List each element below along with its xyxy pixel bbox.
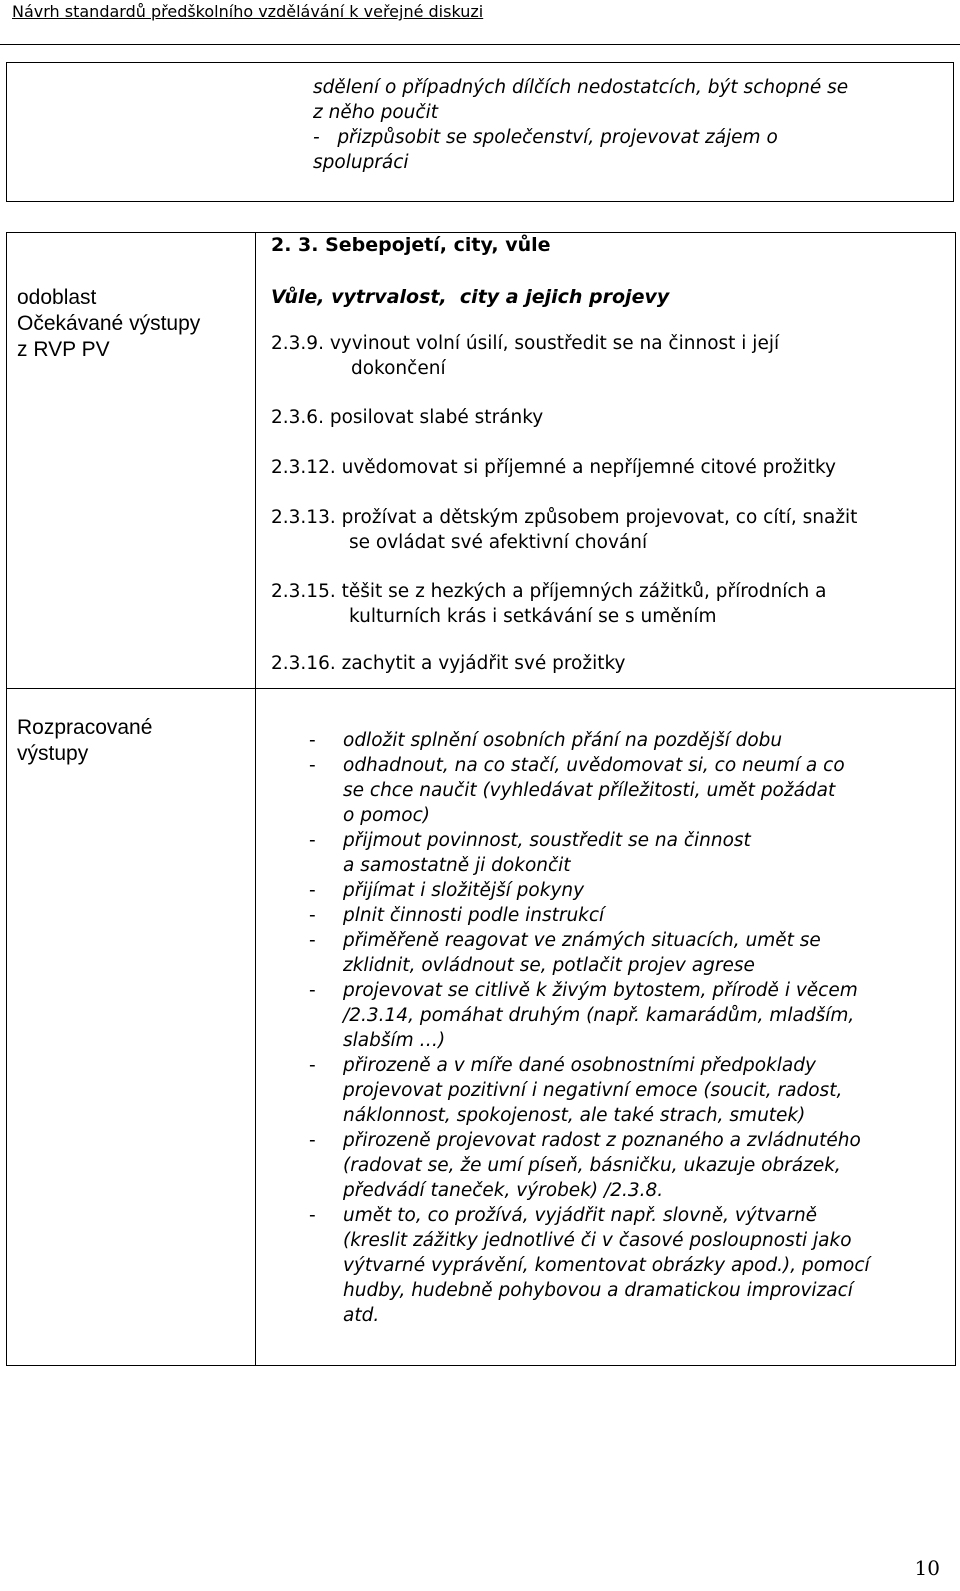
label-line: výstupy <box>17 742 89 765</box>
outcome-text-continued: kulturních krás i setkávání se s uměním <box>349 606 717 627</box>
elaborated-outcome-line: přirozeně projevovat radost z poznaného a zvládnutého <box>343 1130 861 1151</box>
dash-bullet: - <box>309 755 316 776</box>
dash-bullet: - <box>309 1130 316 1151</box>
previous-section-line: z něho poučit <box>313 102 438 123</box>
elaborated-outcome-line: přirozeně a v míře dané osobnostními předpoklady <box>343 1055 816 1076</box>
elaborated-outcome-line: (radovat se, že umí píseň, básničku, ukazuje obrázek, <box>343 1155 841 1176</box>
elaborated-outcome-item <box>309 903 949 928</box>
label-line: z RVP PV <box>17 338 110 361</box>
section-title: 2. 3. Sebepojetí, city, vůle <box>271 234 551 256</box>
elaborated-outcome-line: umět to, co prožívá, vyjádřit např. slovně, výtvarně <box>343 1205 818 1226</box>
outcome-text: zachytit a vyjádřit své prožitky <box>335 653 626 674</box>
outcome-code: 2.3.9. <box>271 333 324 354</box>
elaborated-outcome-line: (kreslit zážitky jednotlivé či v časové posloupnosti jako <box>343 1230 852 1251</box>
dash-bullet: - <box>309 930 316 951</box>
column-divider <box>255 233 256 1365</box>
elaborated-outcome-item <box>309 1128 949 1203</box>
outcome-text: posilovat slabé stránky <box>323 407 544 428</box>
outcome-text: vyvinout volní úsilí, soustředit se na činnost i její <box>323 333 780 354</box>
elaborated-outcome-item <box>309 728 949 753</box>
dash-bullet: - <box>309 880 316 901</box>
elaborated-outcome-line: výtvarné vyprávění, komentovat obrázky apod.), pomocí <box>343 1255 870 1276</box>
outcome-text: prožívat a dětským způsobem projevovat, co cítí, snažit <box>335 507 858 528</box>
previous-section-line: spolupráci <box>313 152 409 173</box>
dash-bullet: - <box>309 980 316 1001</box>
page-number: 10 <box>914 1556 940 1580</box>
row-divider <box>7 688 955 689</box>
label-line: Očekávané výstupy <box>17 312 201 335</box>
elaborated-outcome-line: přijmout povinnost, soustředit se na činnost <box>343 830 751 851</box>
label-line: Rozpracované <box>17 716 153 739</box>
elaborated-outcome-item <box>309 753 949 828</box>
elaborated-outcome-item <box>309 1053 949 1128</box>
previous-section-box <box>6 62 954 202</box>
dash-bullet: - <box>309 905 316 926</box>
header-rule <box>0 44 960 45</box>
outcome-item <box>271 651 625 676</box>
outcome-item <box>271 331 779 381</box>
elaborated-outcome-line: hudby, hudebně pohybovou a dramatickou improvizací <box>343 1280 853 1301</box>
elaborated-outcome-line: projevovat se citlivě k živým bytostem, přírodě i věcem <box>343 980 858 1001</box>
elaborated-outcomes-list <box>309 728 949 1328</box>
outcome-code: 2.3.12. <box>271 457 336 478</box>
elaborated-outcome-line: atd. <box>343 1305 380 1326</box>
previous-section-line: sdělení o případných dílčích nedostatcích, být schopné se <box>313 77 849 98</box>
outcome-code: 2.3.13. <box>271 507 336 528</box>
outcome-item <box>271 455 836 480</box>
outcome-code: 2.3.6. <box>271 407 324 428</box>
elaborated-outcome-item <box>309 1203 949 1328</box>
subsection-title: Vůle, vytrvalost, city a jejich projevy <box>271 286 670 308</box>
elaborated-outcome-line: odhadnout, na co stačí, uvědomovat si, co neumí a co <box>343 755 845 776</box>
outcome-text-continued: dokončení <box>351 358 446 379</box>
elaborated-outcome-line: náklonnost, spokojenost, ale také strach, smutek) <box>343 1105 806 1126</box>
outcome-item <box>271 405 543 430</box>
previous-section-text <box>313 75 953 175</box>
elaborated-outcome-line: zklidnit, ovládnout se, potlačit projev agrese <box>343 955 755 976</box>
elaborated-outcome-item <box>309 828 949 878</box>
elaborated-outcome-item <box>309 878 949 903</box>
outcomes-table <box>6 232 956 1366</box>
outcome-text-continued: se ovládat své afektivní chování <box>349 532 648 553</box>
dash-bullet: - <box>309 1205 316 1226</box>
outcome-item <box>271 505 857 555</box>
outcome-text: uvědomovat si příjemné a nepříjemné citové prožitky <box>335 457 836 478</box>
elaborated-outcome-line: projevovat pozitivní i negativní emoce (soucit, radost, <box>343 1080 843 1101</box>
elaborated-outcome-line: přijímat i složitější pokyny <box>343 880 585 901</box>
expected-outcomes-label <box>17 285 200 363</box>
elaborated-outcome-line: slabším …) <box>343 1030 446 1051</box>
elaborated-outcome-item <box>309 978 949 1053</box>
elaborated-outcome-line: předvádí taneček, výrobek) /2.3.8. <box>343 1180 664 1201</box>
elaborated-outcome-line: odložit splnění osobních přání na pozdější dobu <box>343 730 783 751</box>
elaborated-outcome-line: o pomoc) <box>343 805 430 826</box>
elaborated-outcome-line: se chce naučit (vyhledávat příležitosti, umět požádat <box>343 780 836 801</box>
elaborated-outcome-line: plnit činnosti podle instrukcí <box>343 905 605 926</box>
elaborated-outcome-item <box>309 928 949 978</box>
outcome-code: 2.3.16. <box>271 653 336 674</box>
dash-bullet: - <box>309 730 316 751</box>
dash-bullet: - <box>309 1055 316 1076</box>
elaborated-outcome-line: přiměřeně reagovat ve známých situacích, umět se <box>343 930 821 951</box>
document-header-title: Návrh standardů předškolního vzdělávání k veřejné diskuzi <box>12 2 484 21</box>
label-line: odoblast <box>17 286 97 309</box>
outcome-item <box>271 579 826 629</box>
dash-bullet: - <box>309 830 316 851</box>
previous-section-line: - přizpůsobit se společenství, projevovat zájem o <box>313 127 778 148</box>
elaborated-outcome-line: a samostatně ji dokončit <box>343 855 571 876</box>
elaborated-outcomes-label <box>17 715 152 767</box>
outcome-text: těšit se z hezkých a příjemných zážitků, přírodních a <box>335 581 827 602</box>
outcome-code: 2.3.15. <box>271 581 336 602</box>
elaborated-outcome-line: /2.3.14, pomáhat druhým (např. kamarádům, mladším, <box>343 1005 855 1026</box>
